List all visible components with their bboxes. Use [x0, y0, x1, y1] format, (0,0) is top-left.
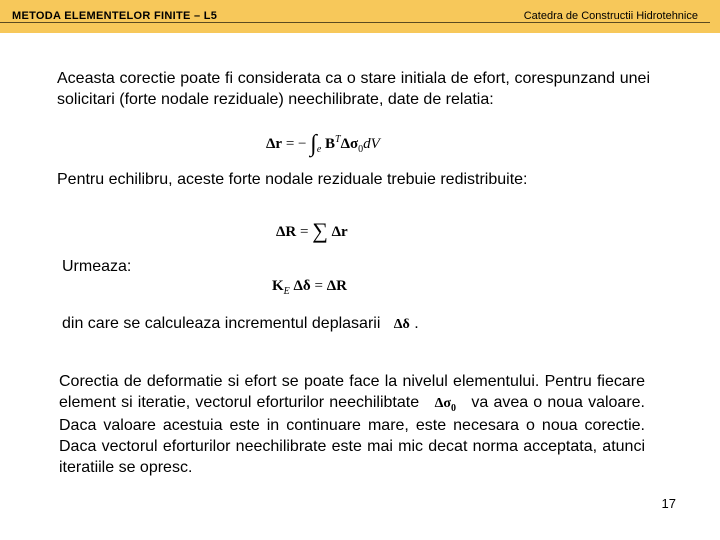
unbalanced-stress-sigma: Δσ [434, 396, 451, 411]
eq1-b-matrix: B [325, 136, 336, 152]
sum-symbol: ∑ [312, 218, 328, 243]
paragraph-equilibrium: Pentru echilibru, aceste forte nodale reziduale trebuie redistribuite: [57, 171, 528, 188]
eq1-integral-subscript: e [316, 144, 322, 155]
equation-redistribution [276, 216, 348, 242]
displacement-period: . [414, 315, 419, 332]
header-course-title: METODA ELEMENTELOR FINITE – L5 [12, 10, 218, 22]
correction-text-2: va avea o noua valoare. Daca valoare acestuia este in continuare mare, este necesara o noua corectie. Daca vectorul eforturilor neechilibrate este mai mic decat norma acceptata, atunci iteratiile se opresc. [59, 394, 645, 476]
integral-symbol: ∫ [310, 131, 317, 157]
eq3-delta-disp: Δδ [293, 278, 311, 294]
eq1-transpose: T [335, 134, 341, 145]
equation-residual-forces [266, 128, 380, 155]
eq1-dv: dV [363, 136, 380, 152]
paragraph-displacement [62, 313, 662, 335]
eq2-equals: = [300, 224, 309, 240]
header-department: Catedra de Constructii Hidrotehnice [523, 10, 698, 22]
page-number: 17 [661, 496, 676, 511]
header-rule [0, 22, 710, 23]
equation-stiffness [272, 278, 347, 295]
displacement-text: din care se calculeaza incrementul deplasarii [62, 315, 381, 332]
paragraph-follows: Urmeaza: [62, 258, 132, 275]
eq1-equals: = − [285, 136, 307, 152]
paragraph-correction [59, 371, 645, 478]
unbalanced-stress-subscript: 0 [450, 403, 456, 414]
paragraph-intro: Aceasta corectie poate fi considerata ca o stare initiala de efort, corespunzand unei solicitari (forte nodale reziduale) neechilibrate, date de relatia: [57, 70, 650, 108]
eq3-equals: = [314, 278, 323, 294]
unbalanced-stress-symbol [434, 396, 456, 414]
eq3-rhs: ΔR [326, 278, 347, 294]
eq2-lhs: ΔR [276, 224, 297, 240]
correction-text-1: Corectia de deformatie si efort se poate face la nivelul elementului. Pentru fiecare element si iteratie, vectorul eforturilor neechilibtate [59, 373, 645, 411]
header-bar [0, 0, 720, 33]
eq3-k-matrix: K [272, 278, 284, 294]
displacement-symbol: Δδ [393, 317, 410, 332]
eq2-rhs: Δr [331, 224, 348, 240]
eq1-sigma-subscript: 0 [358, 144, 364, 155]
eq1-lhs: Δr [266, 136, 283, 152]
eq1-delta-sigma: Δσ [340, 136, 359, 152]
eq3-k-subscript: E [283, 286, 290, 297]
